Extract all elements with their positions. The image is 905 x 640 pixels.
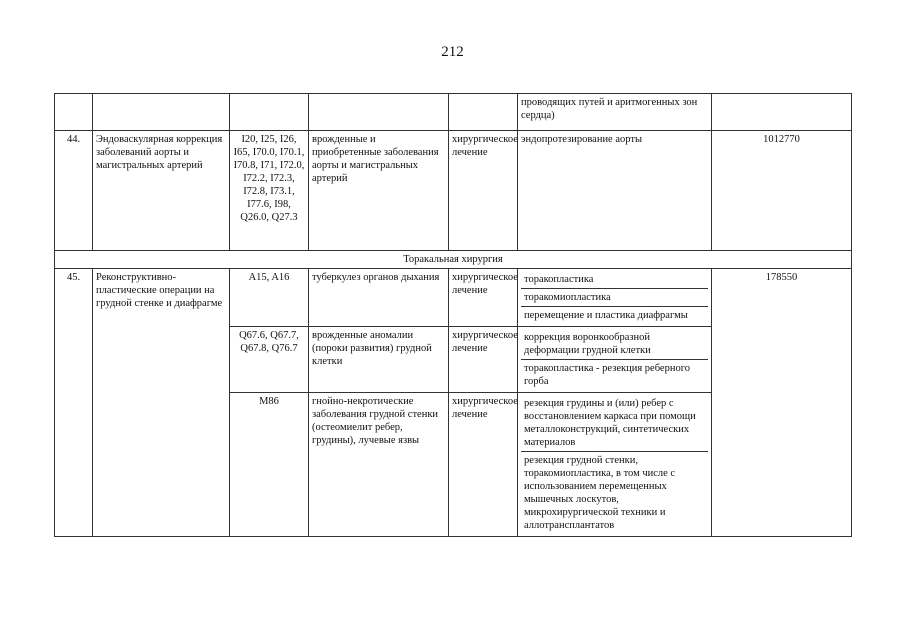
table-row — [55, 269, 852, 327]
row-number: 44. — [55, 131, 93, 251]
disease-model: врожденные и приобретенные заболевания аорты и магистральных артерий — [309, 131, 449, 251]
table-row — [55, 131, 852, 251]
treatment-method: торакопластика - резекция реберного горба — [521, 359, 708, 390]
cost-value: 178550 — [712, 269, 852, 537]
medical-services-table — [54, 93, 852, 537]
treatment-type: хирургическое лечение — [449, 393, 518, 537]
icd-codes: A15, A16 — [230, 269, 309, 327]
treatment-method: торакомиопластика — [521, 288, 708, 306]
table-row — [55, 94, 852, 131]
row-number: 45. — [55, 269, 93, 537]
disease-model: гнойно-некротические заболевания грудной стенки (остеомиелит ребер, грудины), лучевые язвы — [309, 393, 449, 537]
icd-codes: M86 — [230, 393, 309, 537]
section-row — [55, 251, 852, 269]
section-title: Торакальная хирургия — [55, 251, 852, 269]
service-name: Эндоваскулярная коррекция заболеваний аорты и магистральных артерий — [93, 131, 230, 251]
treatment-method: коррекция воронкообразной деформации грудной клетки — [524, 332, 651, 356]
cost-cell — [712, 94, 852, 131]
treatment-method: перемещение и пластика диафрагмы — [521, 306, 708, 324]
cost-value: 1012770 — [712, 131, 852, 251]
icd-codes: I20, I25, I26, I65, I70.0, I70.1, I70.8, I71, I72.0, I72.2, I72.3, I72.8, I73.1, I77.6, I98, Q26.0, Q27.3 — [230, 131, 309, 251]
treatment-methods — [518, 393, 712, 537]
treatment-methods — [518, 269, 712, 327]
num-cell — [55, 94, 93, 131]
codes-cell — [230, 94, 309, 131]
method-cell: проводящих путей и аритмогенных зон сердца) — [518, 94, 712, 131]
treatment-method: резекция грудины и (или) ребер с восстановлением каркаса при помощи металлоконструкций, синтетических материалов — [524, 398, 696, 448]
treatment-type: хирургическое лечение — [449, 269, 518, 327]
treatment-method: эндопротезирование аорты — [518, 131, 712, 251]
page-number: 212 — [441, 44, 464, 60]
treatment-method: торакопластика — [524, 274, 594, 285]
disease-model: врожденные аномалии (пороки развития) грудной клетки — [309, 327, 449, 393]
treatment-cell — [449, 94, 518, 131]
icd-codes: Q67.6, Q67.7, Q67.8, Q76.7 — [230, 327, 309, 393]
treatment-method: резекция грудной стенки, торакомиопластика, в том числе с использованием перемещенных мышечных лоскутов, микрохирургической техники и аллотрансплантатов — [521, 451, 708, 534]
disease-cell — [309, 94, 449, 131]
disease-model: туберкулез органов дыхания — [309, 269, 449, 327]
treatment-methods — [518, 327, 712, 393]
service-name: Реконструктивно-пластические операции на грудной стенке и диафрагме — [93, 269, 230, 537]
name-cell — [93, 94, 230, 131]
treatment-type: хирургическое лечение — [449, 327, 518, 393]
treatment-type: хирургическое лечение — [449, 131, 518, 251]
